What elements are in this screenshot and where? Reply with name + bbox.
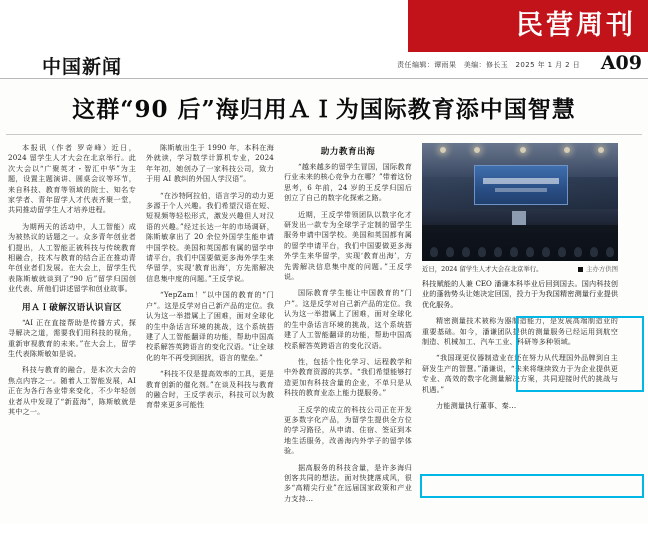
editor-byline: 责任编辑：谭雨果 美编：修长玉 2025 年 1 月 2 日 <box>397 61 580 69</box>
column-3 <box>284 143 412 539</box>
paragraph: 王反学的成立的科技公司正在开发更多数字化产品，为留学生提供全方位的学习路径，从申请、住宿、签证到本地生活服务，改善海内外学子的留学体验。 <box>284 404 412 456</box>
paragraph: 性，包括个性化学习、运程教学和中外教育资源的共享。“我们希望能够打造更加有科技含量的企业，不单只是从科技的教育业态上能力提服务。” <box>284 356 412 398</box>
photo-caption: 近日，2024 留学生人才大会在北京举行。 <box>422 265 543 273</box>
article-headline: 这群“90 后”海归用ＡＩ为国际教育添中国智慧 <box>72 96 576 123</box>
pull-quote: 科技赋能的人兼 CEO 潘谦本科毕业后回到国去。国内科技创业的蓬勃势头让她决定回国，投力于为我国精密测量行业提供优化服务。 <box>422 279 618 309</box>
photo-light <box>440 147 446 153</box>
photo-light <box>598 147 604 153</box>
paragraph: “我国现更仪器制造业在还在努力从代理国外品牌到自主研发生产的智慧。”潘谦说，“未来将继续致力于为企业提供更专业、高效的数字化测量解决方案，共同迎接时代的挑战与机遇。” <box>422 353 618 394</box>
paragraph: “科技不仅是提高效率的工具，更是教育创新的催化剂。”在谈及科技与教育的融合时，王反学表示，科技可以为教育带来更多可能性 <box>146 369 274 410</box>
paragraph: “在沙特阿拉伯，语言学习的动力更多源于个人兴趣。我们希望汉语在短、短视频等轻松形式，激发兴趣但人对汉语的兴趣。”经过长达一年的市场调研，陈斯敏拿出了 20 余位外国学生能申请中国学校。美国和英国都有属的留学申请平台，我们中国要做更多海外学生来华留学，实现‘教育出海’，方先需解决信息集中度的问题。”王反学说。 <box>146 190 274 283</box>
photo-light <box>474 147 480 153</box>
section-subhead: 助力教育出海 <box>320 147 376 157</box>
masthead <box>0 0 648 79</box>
photo-audience <box>422 225 618 261</box>
section-subhead: 用ＡＩ破解汉语认识盲区 <box>21 302 123 313</box>
paragraph: “AI 正在直接帮助是传播方式，探寻解决之道，需要我们用科技的视角，重新审视教育的未来。”在大会上，留学生代表陈斯敏如是说。 <box>8 317 136 358</box>
paragraph: 据高服务的科技含量，是许多海归创客共同的想法。面对快捷落成风，很多“高精尖行业”在远届国家政策和产业力支持... <box>284 462 412 503</box>
photo-screen-title <box>483 178 559 184</box>
paragraph: 近期，王反学带领团队以数字化才研发出一款专为全球学子定制的留学生服务申请中国学校。美国和英国都有属的留学申请平台，我们中国要做更多海外学生来华留学，实现‘教育出海’，方先需解决信息集中度的问题。”王反学说。 <box>284 209 412 282</box>
paragraph: 科技与教育的融合，是本次大会的焦点内容之一。随着人工智能发展，AI 正在为各行各业带来变化，不少年轻创业者从中发现了“新蓝海”，陈斯敏就是其中之一。 <box>8 365 136 416</box>
photo-stage-screen <box>474 165 568 205</box>
photo-credit-text: 主办方供图 <box>586 265 618 273</box>
article-photo-block <box>422 143 618 273</box>
paragraph: 本报讯（作者 罗奇峰）近日，2024 留学生人才大会在北京举行。此次大会以“广聚英才・智汇中华”为主题，设置主题演讲、圆桌会议等环节，来自科技、教育等领域的院士、知名专家学者、青年留学人才代表齐聚一堂，共同推动留学生人才培养进程。 <box>8 143 136 215</box>
photo-credit <box>578 264 618 273</box>
paragraph: 力能测量执行董事、秦... <box>436 401 517 411</box>
column-2 <box>146 143 274 539</box>
photo-light <box>564 147 570 153</box>
photo-caption-row <box>422 261 618 273</box>
paragraph: 陈斯敏出生于 1990 年，本科在海外就读，学习数学计算机专业，2024 年年初，她创办了一家科技公司，致力于用 AI 教纠的外国人学汉语”。 <box>146 143 274 184</box>
paragraph: “YepZam！”以中国的教育的“门户”。这是反学对自己新产品的定位。我认为这一举措属上了困难，面对全球化的生中条话言环境的挑战，这个系统搭建了人工智能翻译的功能，帮助中国高校系解答英跨语言的变化汉语。“让全球化的年不再受到困扰，语言的壁垒。” <box>146 290 274 362</box>
column-4 <box>422 143 618 539</box>
page-number: A09 <box>600 52 642 74</box>
photo-screen-subtitle <box>495 188 547 192</box>
headline-divider <box>6 134 642 135</box>
caption-marker-icon <box>578 267 583 272</box>
photo-light <box>520 147 526 153</box>
paragraph: 精密测量技术被称为器制造能力，是发展高端制造业的重要基础。如今，潘谦团队提供的测量服务已经运用到航空制造、机械加工、汽车工业、科研等多种领域。 <box>422 316 618 347</box>
paragraph: “越来越多的留学生冒国，国际教育行业未来的核心竞争力在哪？”带着这份思考，6 年前，24 岁的王反学归国后创立了自己的数字化探索之路。 <box>284 162 412 203</box>
conference-photo <box>422 143 618 261</box>
supplement-title: 民营周刊 <box>516 10 636 41</box>
paragraph: 国际教育学生能让中国教育的“门户”。这是反学对自己新产品的定位。我认为这一举措属上了困难，面对全球化的生中条话言环境的挑战，这个系统搭建了人工智能翻译的功能，帮助中国高校系解答英跨语言的变化汉语。 <box>284 288 412 350</box>
article-body <box>0 143 648 539</box>
publication-logo: 中国新闻 <box>42 56 123 78</box>
column-1 <box>8 143 136 539</box>
paragraph: 为期两天的活动中，人工智能）成为被热议的话题之一。众多青年创业者们提出，人工智能正被科技与传统教育相融合，技术与教育的结合正在推动青年创业者们发展。在大会上，留学生代表陈斯敏就谈到了“90 后”留学归国创业代表、所他们讲述留学和创业故事。 <box>8 221 136 294</box>
